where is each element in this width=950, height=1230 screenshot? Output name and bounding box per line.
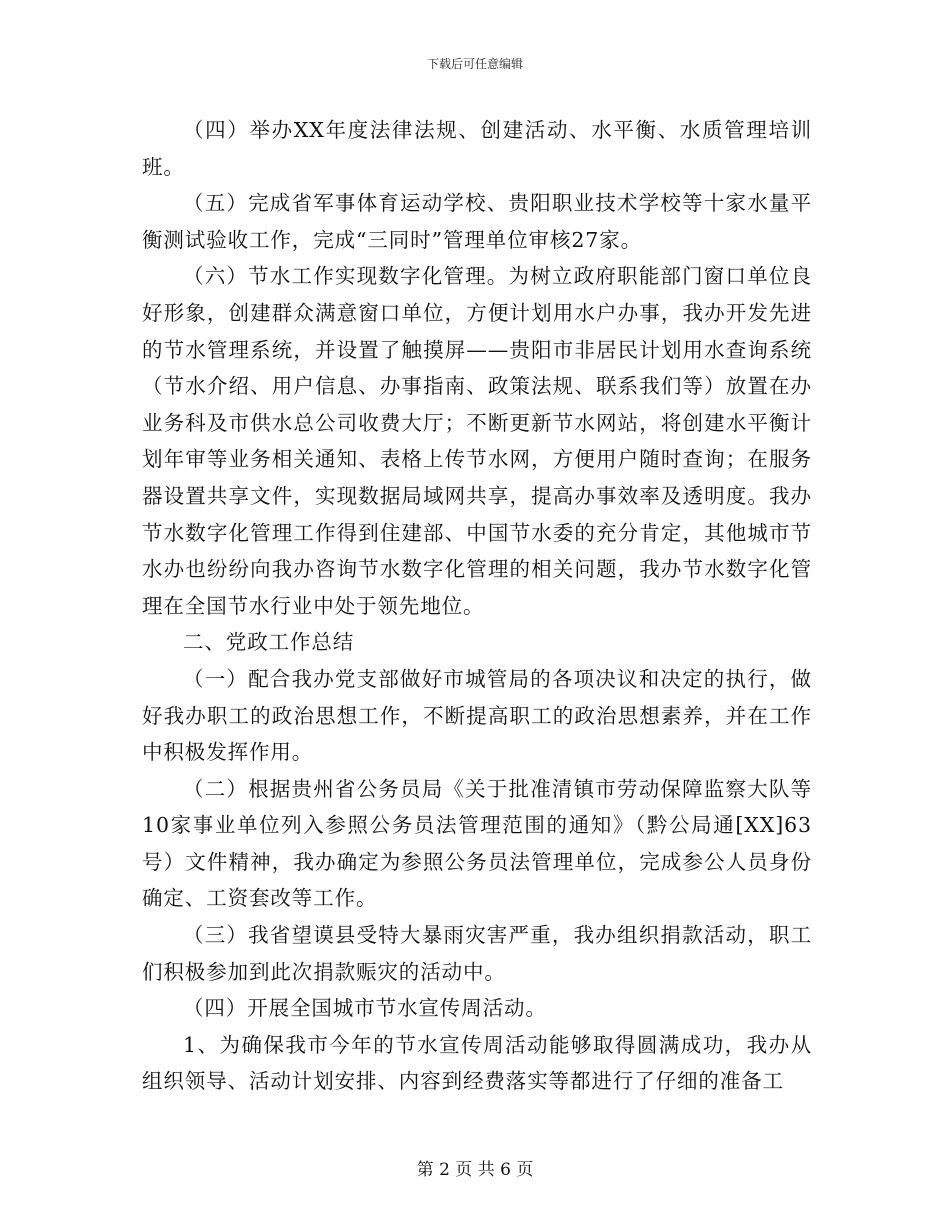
paragraph: （四）开展全国城市节水宣传周活动。 [183,996,547,1021]
paragraph: （三）我省望谟县受特大暴雨灾害严重，我办组织捐款活动，职工们积极参加到此次捐款赈灾的活动中。 [142,923,812,984]
paragraph: （一）配合我办党支部做好市城管局的各项决议和决定的执行，做好我办职工的政治思想工作，不断提高职工的政治思想素养，并在工作中积极发挥作用。 [142,666,812,765]
document-body [142,112,812,1100]
paragraph: （六）节水工作实现数字化管理。为树立政府职能部门窗口单位良好形象，创建群众满意窗口单位，方便计划用水户办事，我办开发先进的节水管理系统，并设置了触摸屏——贵阳市非居民计划用水查询系统（节水介绍、用户信息、办事指南、政策法规、联系我们等）放置在办业务科及市供水总公司收费大厅；不断更新节水网站，将创建水平衡计划年审等业务相关通知、表格上传节水网，方便用户随时查询；在服务器设置共享文件，实现数据局域网共享，提高办事效率及透明度。我办节水数字化管理工作得到住建部、中国节水委的充分肯定，其他城市节水办也纷纷向我办咨询节水数字化管理的相关问题，我办节水数字化管理在全国节水行业中处于领先地位。 [142,264,812,618]
section-heading: 二、党政工作总结 [183,630,355,655]
paragraph: （四）举办XX年度法律法规、创建活动、水平衡、水质管理培训班。 [142,118,812,179]
paragraph: 1、为确保我市今年的节水宣传周活动能够取得圆满成功，我办从组织领导、活动计划安排、内容到经费落实等都进行了仔细的准备工 [142,1032,812,1094]
paragraph: （五）完成省军事体育运动学校、贵阳职业技术学校等十家水量平衡测试验收工作，完成“三同时”管理单位审核27家。 [142,191,812,252]
page-header: 下载后可任意编辑 [426,57,523,71]
page-number-footer: 第 2 页 共 6 页 [416,1160,534,1180]
paragraph: （二）根据贵州省公务员局《关于批准清镇市劳动保障监察大队等10家事业单位列入参照公务员法管理范围的通知》（黔公局通[XX]63号）文件精神，我办确定为参照公务员法管理单位，完成参公人员身份确定、工资套改等工作。 [142,776,812,911]
